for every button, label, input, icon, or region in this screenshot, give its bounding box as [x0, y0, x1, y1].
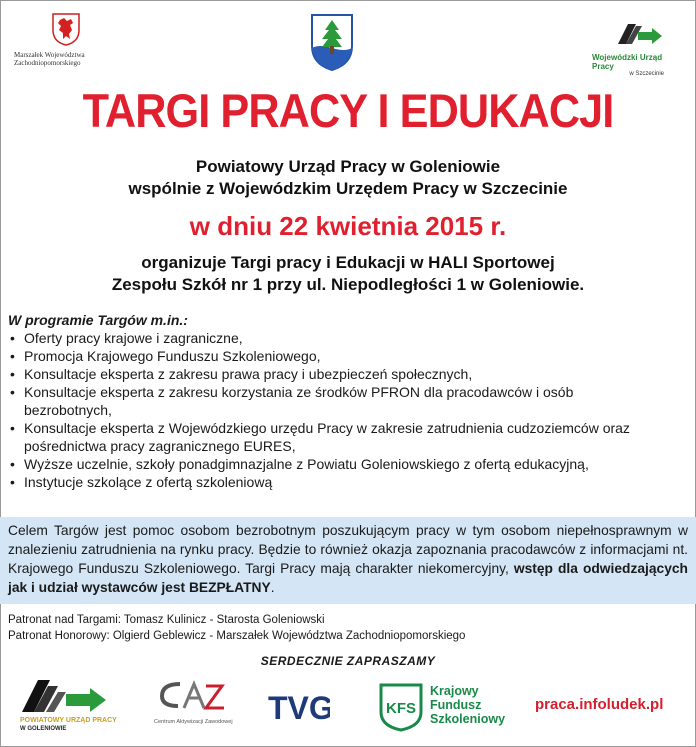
- kfs-line-3: Szkoleniowy: [430, 712, 506, 726]
- tvg-text: TVG: [268, 690, 330, 724]
- program-item: • Promocja Krajowego Funduszu Szkoleniowego,: [8, 347, 688, 365]
- organizer-line-2: Zespołu Szkół nr 1 przy ul. Niepodległości 1 w Goleniowie.: [111, 275, 585, 294]
- pup-text-1: POWIATOWY URZĄD PRACY: [20, 717, 117, 724]
- program-item: • Oferty pracy krajowe i zagraniczne,: [8, 329, 688, 347]
- program-item: • Konsultacje eksperta z Wojewódzkiego urzędu Pracy w zakresie zatrudnienia cudzoziemców oraz pośrednictwa pracy zagranicznego EURES,: [8, 419, 688, 455]
- lead-line-2: wspólnie z Wojewódzkim Urzędem Pracy w Szczecinie: [128, 179, 568, 198]
- kfs-mark: KFS: [386, 700, 416, 717]
- kfs-logo: [378, 676, 518, 736]
- kfs-name: [430, 684, 505, 726]
- organizer-line-1: organizuje Targi pracy i Edukacji w HALI Sportowej: [141, 253, 555, 272]
- invitation: SERDECZNIE ZAPRASZAMY: [260, 654, 436, 668]
- griffin-coat-of-arms-icon: [51, 12, 81, 46]
- caz-logo-icon: [148, 676, 234, 718]
- program-item: • Instytucje szkolące z ofertą szkoleniową: [8, 473, 688, 491]
- info-box: [0, 517, 696, 604]
- info-end: .: [270, 580, 275, 595]
- wup-logo: [586, 20, 686, 77]
- kfs-badge-icon: [378, 682, 424, 732]
- caz-logo: [148, 676, 234, 734]
- shield-tree-icon: [309, 12, 355, 72]
- program-item: • Konsultacje eksperta z zakresu prawa pracy i ubezpieczeń społecznych,: [8, 365, 688, 383]
- website-link[interactable]: praca.infoludek.pl: [535, 696, 664, 713]
- wup-sub: w Szczecinie: [629, 71, 664, 77]
- marshal-caption-2: Zachodniopomorskiego: [14, 59, 81, 67]
- patron-line-2: Patronat Honorowy: Olgierd Geblewicz - Marszałek Województwa Zachodniopomorskiego: [8, 630, 466, 642]
- goleniow-coat-of-arms: [309, 12, 355, 72]
- tvg-logo: [266, 688, 330, 724]
- page-title: TARGI PRACY I EDUKACJI: [82, 84, 614, 137]
- pup-arrow-icon: [20, 676, 110, 716]
- patron-line-1: Patronat nad Targami: Tomasz Kulinicz - Starosta Goleniowski: [8, 614, 325, 626]
- info-text: Celem Targów jest pomoc osobom bezrobotnym poszukującym pracy w tym osobom niepełnosprawnym w znalezieniu zatrudnienia na rynku pracy. Będzie to również okazja zapoznania pracodawców z informacjami nt. Krajowego Funduszu Szkoleniowego. Targi Pracy mają charakter niekomercyjny,: [8, 523, 688, 576]
- lead-line-1: Powiatowy Urząd Pracy w Goleniowie: [195, 157, 501, 176]
- program-section: [8, 311, 688, 491]
- info-free-entry: wstęp dla odwiedzających jak i udział wystawców jest BEZPŁATNY: [8, 561, 688, 595]
- event-date: w dniu 22 kwietnia 2015 r.: [189, 211, 507, 241]
- tvg-logo-icon: [266, 688, 330, 724]
- marshal-logo: [12, 12, 102, 67]
- caz-text: Centrum Aktywizacji Zawodowej: [154, 719, 233, 725]
- program-heading: W programie Targów m.in.:: [8, 312, 188, 328]
- program-list: [8, 329, 688, 491]
- program-item: • Wyższe uczelnie, szkoły ponadgimnazjalne z Powiatu Goleniowskiego z ofertą edukacyjną,: [8, 455, 688, 473]
- marshal-caption-1: Marszałek Województwa: [14, 51, 85, 59]
- program-item: • Konsultacje eksperta z zakresu korzystania ze środków PFRON dla pracodawców i osób bezrobotnych,: [8, 383, 688, 419]
- pup-logo: [20, 676, 120, 736]
- wup-name: Wojewódzki Urząd Pracy: [592, 53, 663, 71]
- wup-arrow-icon: [616, 20, 664, 48]
- kfs-line-2: Fundusz: [430, 698, 482, 712]
- kfs-line-1: Krajowy: [430, 684, 479, 698]
- pup-text-2: W GOLENIOWIE: [20, 726, 67, 732]
